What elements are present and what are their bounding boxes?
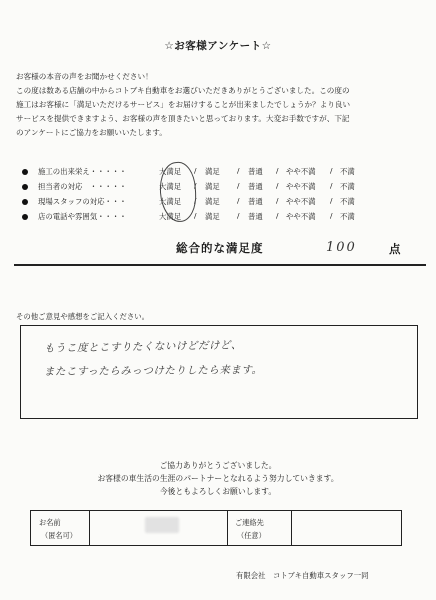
- option-separator: /: [276, 211, 279, 220]
- rating-row: [22, 196, 422, 210]
- rating-option[interactable]: 普通: [248, 197, 263, 206]
- thanks-message: [0, 459, 436, 498]
- contact-label-sub: （任意）: [237, 531, 266, 540]
- section-divider: [14, 264, 426, 266]
- contact-label-text: ご連絡先: [235, 518, 264, 527]
- option-separator: /: [276, 166, 279, 175]
- rating-option[interactable]: 満足: [205, 197, 220, 206]
- bullet-icon: [22, 184, 28, 190]
- rating-option[interactable]: 大満足: [159, 197, 182, 206]
- handwritten-comment-line: またこすったらみっつけたりしたら来ます。: [43, 364, 263, 378]
- rating-option[interactable]: 大満足: [159, 182, 182, 191]
- rating-option[interactable]: 不満: [340, 167, 355, 176]
- rating-row: [22, 211, 422, 225]
- rating-row: [22, 181, 422, 195]
- option-separator: /: [237, 166, 240, 175]
- intro-line: のアンケートにご協力をお願いいたします。: [16, 128, 167, 137]
- rating-option[interactable]: 大満足: [159, 167, 182, 176]
- contact-form: [30, 510, 402, 546]
- rating-option[interactable]: 満足: [205, 182, 220, 191]
- rating-option[interactable]: 不満: [340, 212, 355, 221]
- rating-option[interactable]: 満足: [205, 212, 220, 221]
- rating-option[interactable]: やや不満: [286, 182, 316, 191]
- intro-line: この度は数ある店舗の中からコトブキ自動車をお選びいただきありがとうございました。この度の: [16, 86, 350, 95]
- intro-text: [16, 70, 424, 140]
- rating-option[interactable]: 普通: [248, 212, 263, 221]
- rating-option[interactable]: やや不満: [286, 212, 316, 221]
- rating-option[interactable]: やや不満: [286, 197, 316, 206]
- option-separator: /: [194, 166, 197, 175]
- bullet-icon: [22, 214, 28, 220]
- bullet-icon: [22, 169, 28, 175]
- cell-divider: [89, 511, 90, 545]
- comments-label: その他ご意見や感想をご記入ください。: [16, 312, 150, 321]
- thanks-line: 今後ともよろしくお願いします。: [159, 487, 277, 496]
- rating-option[interactable]: 不満: [340, 182, 355, 191]
- rating-item-label: 現場スタッフの対応・・・: [38, 197, 127, 206]
- overall-satisfaction-score: 100: [326, 240, 357, 255]
- rating-option[interactable]: 大満足: [159, 212, 182, 221]
- rating-option[interactable]: 不満: [340, 197, 355, 206]
- option-separator: /: [330, 166, 333, 175]
- rating-option[interactable]: 普通: [248, 182, 263, 191]
- handwritten-comment-line: もうこ度とこすりたくないけどだけど、: [43, 339, 243, 355]
- rating-option[interactable]: やや不満: [286, 167, 316, 176]
- survey-title: ☆お客様アンケート☆: [164, 40, 272, 52]
- option-separator: /: [194, 181, 197, 190]
- option-separator: /: [276, 196, 279, 205]
- overall-satisfaction-label: 総合的な満足度: [176, 241, 264, 255]
- name-label-text: お名前: [39, 518, 61, 527]
- rating-option[interactable]: 満足: [205, 167, 220, 176]
- overall-satisfaction-unit: 点: [389, 242, 401, 256]
- rating-option[interactable]: 普通: [248, 167, 263, 176]
- option-separator: /: [194, 196, 197, 205]
- rating-item-label: 店の電話や雰囲気・・・・: [38, 212, 127, 221]
- option-separator: /: [194, 211, 197, 220]
- option-separator: /: [237, 211, 240, 220]
- cell-divider: [227, 511, 228, 545]
- company-signature: 有限会社 コトブキ自動車スタッフ一同: [236, 571, 369, 580]
- option-separator: /: [330, 196, 333, 205]
- option-separator: /: [237, 196, 240, 205]
- intro-line: お客様の本音の声をお聞かせください！: [16, 72, 153, 81]
- name-label: [39, 516, 77, 542]
- option-separator: /: [330, 181, 333, 190]
- redacted-name-field[interactable]: [145, 517, 179, 533]
- rating-item-label: 施工の出来栄え・・・・・: [38, 167, 127, 176]
- contact-label: [235, 516, 266, 542]
- name-label-sub: （匿名可）: [41, 531, 77, 540]
- rating-item-label: 担当者の対応 ・・・・・: [38, 182, 127, 191]
- thanks-line: お客様の車生活の生涯のパートナーとなれるよう努力していきます。: [97, 474, 339, 483]
- bullet-icon: [22, 199, 28, 205]
- intro-line: 施工はお客様に「満足いただけるサービス」をお届けすることが出来ましたでしょうか？より良い: [16, 100, 351, 109]
- option-separator: /: [276, 181, 279, 190]
- contact-field[interactable]: [293, 511, 401, 545]
- rating-row: [22, 166, 422, 180]
- thanks-line: ご協力ありがとうございました。: [159, 461, 277, 470]
- intro-line: サービスを提供できますよう、お客様の声を頂きたいと思っております。大変お手数ですが、下記: [16, 114, 350, 123]
- option-separator: /: [330, 211, 333, 220]
- option-separator: /: [237, 181, 240, 190]
